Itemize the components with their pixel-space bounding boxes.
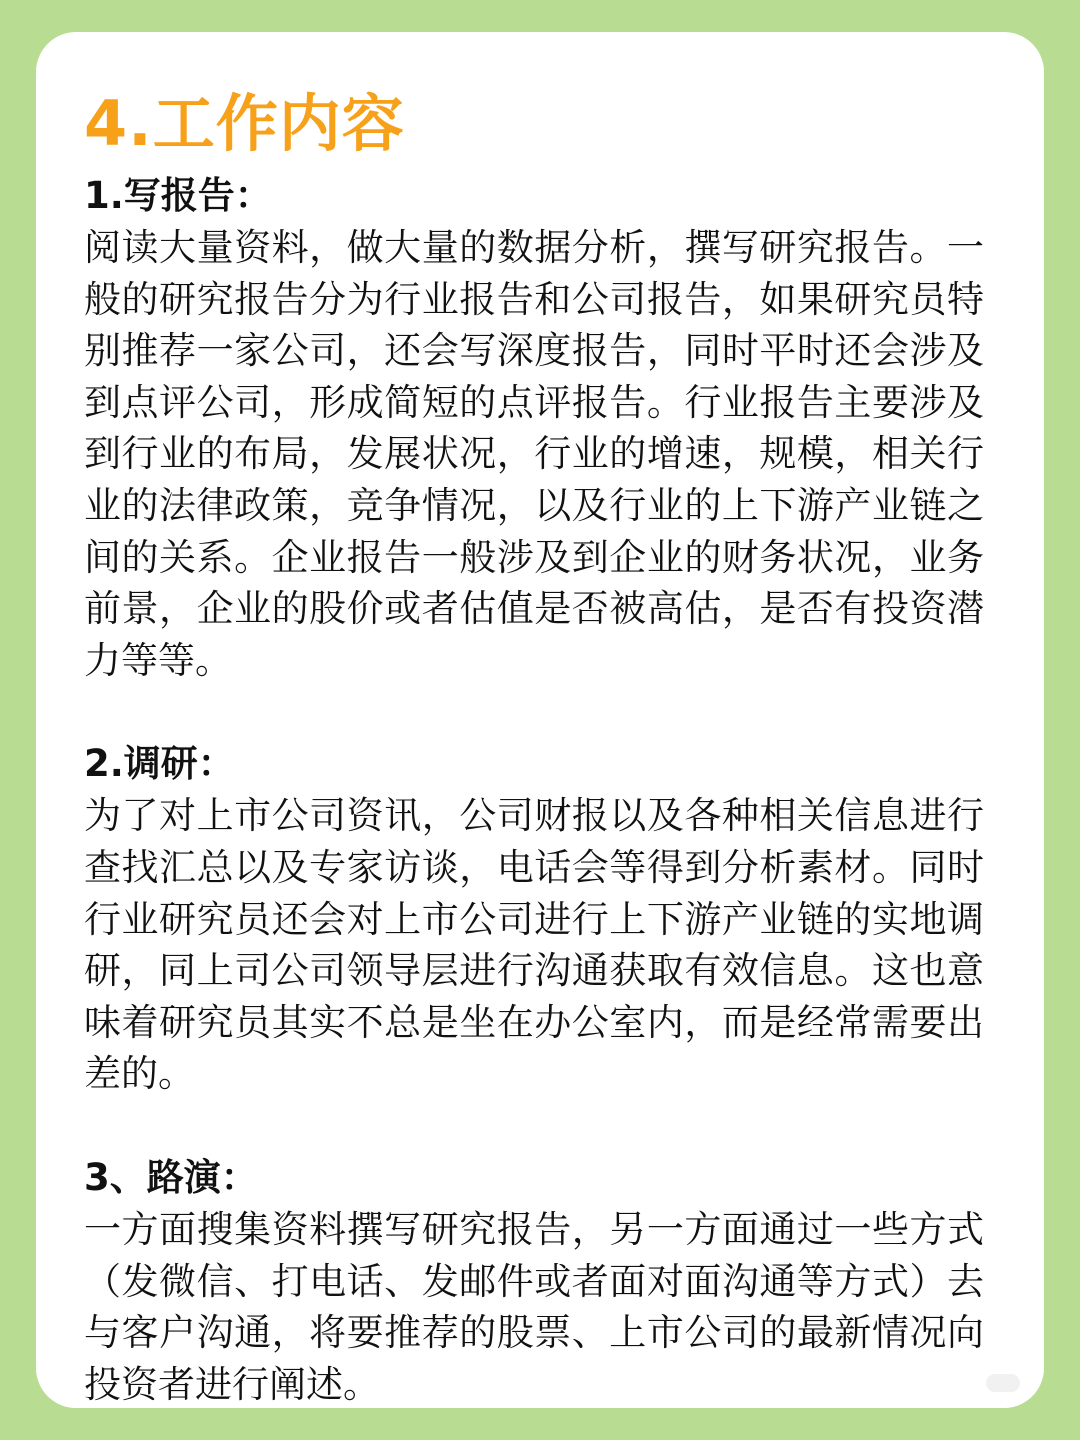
- section-heading: 2.调研：: [84, 742, 235, 786]
- watermark-badge-icon: [986, 1374, 1020, 1392]
- section-write-report: [84, 170, 1044, 686]
- section-body: 为了对上市公司资讯，公司财报以及各种相关信息进行查找汇总以及专家访谈，电话会等得到分析素材。同时行业研究员还会对上市公司进行上下游产业链的实地调研，同上司公司领导层进行沟通获取有效信息。这也意味着研究员其实不总是坐在办公室内，而是经常需要出差的。: [84, 794, 984, 1096]
- section-heading: 1.写报告：: [84, 174, 272, 217]
- section-research: [84, 738, 1044, 1100]
- section-roadshow: [84, 1152, 1044, 1408]
- section-heading: 3、路演：: [84, 1155, 258, 1199]
- section-body: 阅读大量资料，做大量的数据分析，撰写研究报告。一般的研究报告分为行业报告和公司报告，如果研究员特别推荐一家公司，还会写深度报告，同时平时还会涉及到点评公司，形成简短的点评报告。行业报告主要涉及到行业的布局，发展状况，行业的增速，规模，相关行业的法律政策，竞争情况，以及行业的上下游产业链之间的关系。企业报告一般涉及到企业的财务状况，业务前景，企业的股价或者估值是否被高估，是否有投资潜力等等。: [84, 226, 984, 682]
- section-body: 一方面搜集资料撰写研究报告，另一方面通过一些方式（发微信、打电话、发邮件或者面对面沟通等方式）去与客户沟通，将要推荐的股票、上市公司的最新情况向投资者进行阐述。: [84, 1207, 984, 1406]
- content-card: [36, 32, 1044, 1408]
- page-title: 4.工作内容: [84, 87, 405, 160]
